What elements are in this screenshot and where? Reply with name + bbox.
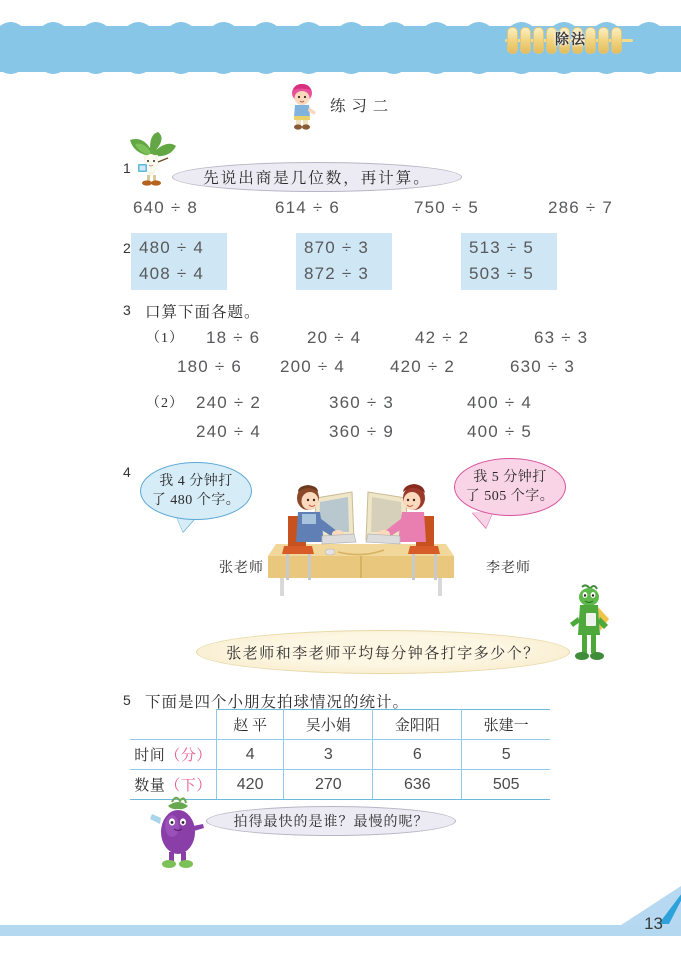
chapter-label: 除法 xyxy=(555,33,587,48)
abacus-bead-icon xyxy=(520,27,531,54)
eggplant-character-icon xyxy=(150,792,206,870)
exercise-3-item: 20 ÷ 4 xyxy=(307,328,362,347)
bubble-left-line2: 了 480 个字。 xyxy=(151,493,241,508)
exercise-3-part-label: （2） xyxy=(146,396,184,411)
table-cell: 270 xyxy=(284,770,373,800)
table-column-header: 赵 平 xyxy=(217,710,284,740)
table-cell: 3 xyxy=(284,740,373,770)
table-row-label-time xyxy=(130,740,217,770)
exercise-3-item: 240 ÷ 2 xyxy=(196,393,261,412)
exercise-3-item: 200 ÷ 4 xyxy=(280,357,345,376)
table-cell: 6 xyxy=(373,740,462,770)
exercise-1-prompt-text: 先说出商是几位数，再计算。 xyxy=(203,170,431,187)
two-teachers-at-computers-illustration xyxy=(258,470,464,598)
exercise-3-item: 240 ÷ 4 xyxy=(196,422,261,441)
exercise-5-question-text: 拍得最快的是谁？最慢的呢？ xyxy=(233,815,429,830)
exercise-number-3: 3 xyxy=(123,302,131,318)
table-cell: 505 xyxy=(462,770,550,800)
exercise-number-4: 4 xyxy=(123,464,131,480)
abacus-bead-icon xyxy=(533,27,544,54)
exercise-5-prompt: 下面是四个小朋友拍球情况的统计。 xyxy=(145,694,410,711)
label-teacher-zhang: 张老师 xyxy=(219,561,264,576)
exercise-2-group xyxy=(461,233,557,290)
table-cell: 4 xyxy=(217,740,284,770)
table-row xyxy=(130,740,550,770)
exercise-3-part-label: （1） xyxy=(146,331,184,346)
exercise-2-item: 513 ÷ 5 xyxy=(469,238,534,257)
exercise-4-bubble-left xyxy=(140,462,252,520)
table-corner-cell xyxy=(130,710,217,740)
table-cell: 636 xyxy=(373,770,462,800)
exercise-1-prompt-bubble xyxy=(172,162,462,192)
exercise-4-bubble-right xyxy=(454,458,566,516)
bubble-right-line2: 了 505 个字。 xyxy=(465,489,555,504)
exercise-3-item: 180 ÷ 6 xyxy=(177,357,242,376)
page-number: 13 xyxy=(644,914,663,933)
exercise-1-item: 750 ÷ 5 xyxy=(414,198,479,217)
banner-wave-bottom-icon xyxy=(0,64,681,78)
exercise-2-item: 408 ÷ 4 xyxy=(139,264,204,283)
row-unit-text: （下） xyxy=(165,778,212,794)
exercise-3-item: 360 ÷ 3 xyxy=(329,393,394,412)
speech-bubble-tail-right-icon xyxy=(472,512,493,528)
abacus-bead-icon xyxy=(598,27,609,54)
exercise-3-prompt: 口算下面各题。 xyxy=(145,304,261,321)
exercise-3-item: 630 ÷ 3 xyxy=(510,357,575,376)
footer-bar xyxy=(0,925,681,936)
exercise-4-question-text: 张老师和李老师平均每分钟各打字多少个？ xyxy=(226,645,540,662)
row-unit-text: （分） xyxy=(165,748,212,764)
exercise-2-item: 872 ÷ 3 xyxy=(304,264,369,283)
exercise-number-5: 5 xyxy=(123,692,131,708)
label-teacher-li: 李老师 xyxy=(486,561,531,576)
exercise-1-item: 614 ÷ 6 xyxy=(275,198,340,217)
exercise-3-item: 400 ÷ 4 xyxy=(467,393,532,412)
bubble-left-line1: 我 4 分钟打 xyxy=(159,474,233,489)
abacus-chapter-decoration xyxy=(505,26,633,56)
exercise-4-question-bubble xyxy=(196,630,570,674)
row-label-text: 数量 xyxy=(134,778,166,794)
child-figure-icon xyxy=(285,82,319,130)
table-cell: 5 xyxy=(462,740,550,770)
table-header-row xyxy=(130,710,550,740)
grasshopper-character-icon xyxy=(568,583,610,665)
page-title: 练 习 二 xyxy=(330,98,390,115)
exercise-number-1: 1 xyxy=(123,160,131,176)
table-column-header: 张建一 xyxy=(462,710,550,740)
ball-bouncing-statistics-table xyxy=(130,709,550,800)
exercise-3-item: 18 ÷ 6 xyxy=(206,328,261,347)
exercise-2-item: 870 ÷ 3 xyxy=(304,238,369,257)
exercise-1-item: 640 ÷ 8 xyxy=(133,198,198,217)
cabbage-character-icon xyxy=(120,128,182,190)
exercise-1-item: 286 ÷ 7 xyxy=(548,198,613,217)
exercise-5-question-bubble xyxy=(206,806,456,836)
table-cell: 420 xyxy=(217,770,284,800)
exercise-2-item: 480 ÷ 4 xyxy=(139,238,204,257)
exercise-3-item: 420 ÷ 2 xyxy=(390,357,455,376)
exercise-3-item: 360 ÷ 9 xyxy=(329,422,394,441)
abacus-bead-icon xyxy=(507,27,518,54)
exercise-3-item: 400 ÷ 5 xyxy=(467,422,532,441)
exercise-2-item: 503 ÷ 5 xyxy=(469,264,534,283)
table-column-header: 吴小娟 xyxy=(284,710,373,740)
row-label-text: 时间 xyxy=(134,748,166,764)
exercise-2-group xyxy=(296,233,392,290)
exercise-3-item: 63 ÷ 3 xyxy=(534,328,589,347)
table-column-header: 金阳阳 xyxy=(373,710,462,740)
abacus-bead-icon xyxy=(611,27,622,54)
bubble-right-line1: 我 5 分钟打 xyxy=(473,470,547,485)
exercise-3-item: 42 ÷ 2 xyxy=(415,328,470,347)
exercise-2-group xyxy=(131,233,227,290)
exercise-number-2: 2 xyxy=(123,240,131,256)
